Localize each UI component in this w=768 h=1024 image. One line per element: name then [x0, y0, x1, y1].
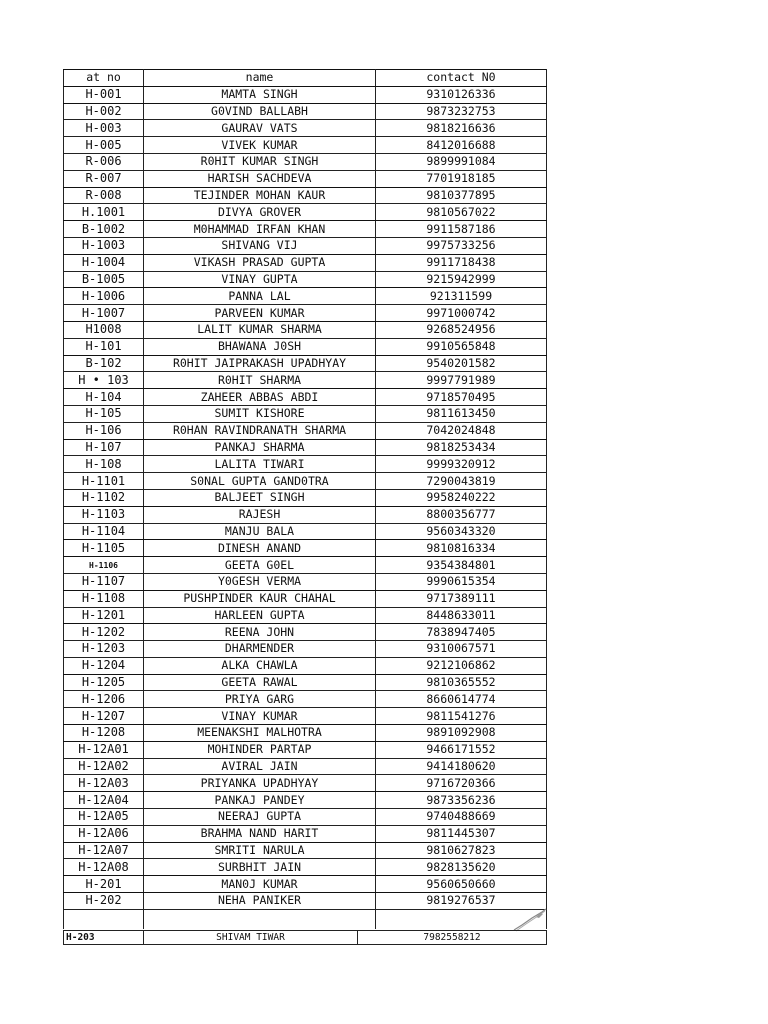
table-row — [64, 506, 547, 523]
cell-name: GAURAV VATS — [144, 120, 376, 137]
cell-unit: H-003 — [64, 120, 144, 137]
cell-unit: H-1204 — [64, 657, 144, 674]
cell-unit: H-1106 — [64, 557, 144, 574]
cell-contact: 9310067571 — [376, 641, 547, 658]
cell-name: G0VIND BALLABH — [144, 103, 376, 120]
cell-unit: H-1104 — [64, 523, 144, 540]
cell-name: TEJINDER MOHAN KAUR — [144, 187, 376, 204]
cell-name: NEHA PANIKER — [144, 893, 376, 910]
cell-unit: H-12A06 — [64, 825, 144, 842]
table-row — [64, 237, 547, 254]
cell-unit: H-1202 — [64, 624, 144, 641]
table-row — [64, 372, 547, 389]
cell-contact: 9997791989 — [376, 372, 547, 389]
cell-unit: H-12A01 — [64, 741, 144, 758]
cell-name: VIKASH PRASAD GUPTA — [144, 254, 376, 271]
pen-scribble-mark — [512, 906, 548, 932]
table-row — [64, 893, 547, 910]
cell-contact: 8660614774 — [376, 691, 547, 708]
table-row — [64, 809, 547, 826]
table-row — [64, 321, 547, 338]
cell-contact: 9414180620 — [376, 758, 547, 775]
cell-contact: 9540201582 — [376, 355, 547, 372]
header-unit: at no — [64, 70, 144, 87]
table-row — [64, 271, 547, 288]
cell-contact: 9810377895 — [376, 187, 547, 204]
cell-contact: 9819276537 — [376, 893, 547, 910]
cell-name: M0HAMMAD IRFAN KHAN — [144, 221, 376, 238]
cell-unit: H-1004 — [64, 254, 144, 271]
table-row — [64, 758, 547, 775]
header-contact: contact N0 — [376, 70, 547, 87]
table-row — [64, 876, 547, 893]
cell-unit: R-008 — [64, 187, 144, 204]
table-row — [64, 405, 547, 422]
cell-name: R0HIT JAIPRAKASH UPADHYAY — [144, 355, 376, 372]
cell-unit: H-1105 — [64, 540, 144, 557]
table-row — [64, 439, 547, 456]
cell-name: SMRITI NARULA — [144, 842, 376, 859]
cell-name: VIVEK KUMAR — [144, 137, 376, 154]
table-row — [64, 859, 547, 876]
cell-contact: 9811613450 — [376, 405, 547, 422]
table-row — [64, 288, 547, 305]
cell-unit: R-007 — [64, 170, 144, 187]
table-row — [64, 187, 547, 204]
cell-name: PANKAJ PANDEY — [144, 792, 376, 809]
cell-contact: 9975733256 — [376, 237, 547, 254]
cell-unit: H-1102 — [64, 489, 144, 506]
cell-unit: H-1203 — [64, 641, 144, 658]
cell-contact: 9215942999 — [376, 271, 547, 288]
table-row — [64, 153, 547, 170]
cell-contact: 9910565848 — [376, 338, 547, 355]
cell-name: S0NAL GUPTA GAND0TRA — [144, 473, 376, 490]
cell-name: R0HIT KUMAR SINGH — [144, 153, 376, 170]
cell-contact: 9810816334 — [376, 540, 547, 557]
cell-unit: R-006 — [64, 153, 144, 170]
cell-unit: H-1208 — [64, 725, 144, 742]
cell-unit: H-12A08 — [64, 859, 144, 876]
cell-contact: 7701918185 — [376, 170, 547, 187]
cell-name: DHARMENDER — [144, 641, 376, 658]
cell-name: DINESH ANAND — [144, 540, 376, 557]
table-row — [64, 254, 547, 271]
cell-unit: H-108 — [64, 456, 144, 473]
cell-unit: B-102 — [64, 355, 144, 372]
table-body — [64, 86, 547, 929]
cell-name: PANNA LAL — [144, 288, 376, 305]
cell-contact: 9810365552 — [376, 674, 547, 691]
table-row — [64, 708, 547, 725]
cell-unit: H-002 — [64, 103, 144, 120]
cell-contact: 9818216636 — [376, 120, 547, 137]
cell-unit: H-104 — [64, 389, 144, 406]
table-row — [64, 641, 547, 658]
cell-unit: H1008 — [64, 321, 144, 338]
cell-contact: 9560650660 — [376, 876, 547, 893]
table-row — [64, 842, 547, 859]
table-row — [64, 456, 547, 473]
cell-unit: H-101 — [64, 338, 144, 355]
cell-name: LALIT KUMAR SHARMA — [144, 321, 376, 338]
cell-name: HARLEEN GUPTA — [144, 607, 376, 624]
cell-name: MOHINDER PARTAP — [144, 741, 376, 758]
cell-name: PRIYANKA UPADHYAY — [144, 775, 376, 792]
table-row — [64, 825, 547, 842]
cell-name: R0HAN RAVINDRANATH SHARMA — [144, 422, 376, 439]
cell-contact: 9971000742 — [376, 305, 547, 322]
cell-name: MAN0J KUMAR — [144, 876, 376, 893]
table-row — [64, 691, 547, 708]
cell-name: NEERAJ GUPTA — [144, 809, 376, 826]
cell-contact: 9810567022 — [376, 204, 547, 221]
cell-contact: 9990615354 — [376, 573, 547, 590]
extra-row-table — [63, 930, 547, 945]
table-row — [64, 338, 547, 355]
cell-unit: H-203 — [64, 931, 144, 945]
cell-unit: H-1101 — [64, 473, 144, 490]
cell-contact: 9268524956 — [376, 321, 547, 338]
cell-name: LALITA TIWARI — [144, 456, 376, 473]
cell-contact: 9716720366 — [376, 775, 547, 792]
cell-unit: H-12A07 — [64, 842, 144, 859]
cell-contact: 9811541276 — [376, 708, 547, 725]
cell-unit: H-12A05 — [64, 809, 144, 826]
table-row — [64, 221, 547, 238]
cell-contact: 9466171552 — [376, 741, 547, 758]
cell-name: GEETA RAWAL — [144, 674, 376, 691]
cell-name: BHAWANA J0SH — [144, 338, 376, 355]
cell-name: PARVEEN KUMAR — [144, 305, 376, 322]
cell-unit: H • 103 — [64, 372, 144, 389]
table-row — [64, 137, 547, 154]
cell-name: RAJESH — [144, 506, 376, 523]
cell-unit: H-105 — [64, 405, 144, 422]
table-row — [64, 355, 547, 372]
cell-contact: 7290043819 — [376, 473, 547, 490]
cell-unit: B-1005 — [64, 271, 144, 288]
cell-name: MEENAKSHI MALHOTRA — [144, 725, 376, 742]
cell-unit: H-12A04 — [64, 792, 144, 809]
cell-unit: H-1107 — [64, 573, 144, 590]
cell-contact: 9354384801 — [376, 557, 547, 574]
cell-name: MAMTA SINGH — [144, 86, 376, 103]
table-row — [64, 557, 547, 574]
cell-contact: 9999320912 — [376, 456, 547, 473]
table-row — [64, 489, 547, 506]
cell-unit: H-1007 — [64, 305, 144, 322]
cell-name: REENA JOHN — [144, 624, 376, 641]
cell-contact: 8800356777 — [376, 506, 547, 523]
cell-contact: 9560343320 — [376, 523, 547, 540]
cell-contact: 9873356236 — [376, 792, 547, 809]
cell-contact: 9828135620 — [376, 859, 547, 876]
contact-table — [63, 69, 547, 929]
table-row — [64, 422, 547, 439]
table-row — [64, 473, 547, 490]
cell-unit: H-1206 — [64, 691, 144, 708]
cell-name: AVIRAL JAIN — [144, 758, 376, 775]
cell-contact: 9718570495 — [376, 389, 547, 406]
cell-unit: H-12A03 — [64, 775, 144, 792]
table-row — [64, 741, 547, 758]
cell-name: SHIVAM TIWAR — [144, 931, 358, 945]
cell-name: PUSHPINDER KAUR CHAHAL — [144, 590, 376, 607]
cell-name: ALKA CHAWLA — [144, 657, 376, 674]
cell-contact: 9740488669 — [376, 809, 547, 826]
cell-name: GEETA G0EL — [144, 557, 376, 574]
table-row — [64, 624, 547, 641]
cell-contact: 8412016688 — [376, 137, 547, 154]
cell-name: BALJEET SINGH — [144, 489, 376, 506]
cell-unit: H-1003 — [64, 237, 144, 254]
cell-contact: 9911718438 — [376, 254, 547, 271]
cell-contact: 7838947405 — [376, 624, 547, 641]
cell-contact: 9810627823 — [376, 842, 547, 859]
cell-contact: 9899991084 — [376, 153, 547, 170]
cell-name: VINAY GUPTA — [144, 271, 376, 288]
cell-contact: 9717389111 — [376, 590, 547, 607]
table-row — [64, 523, 547, 540]
cell-name: MANJU BALA — [144, 523, 376, 540]
cell-name: SHIVANG VIJ — [144, 237, 376, 254]
blank-cell — [64, 909, 144, 929]
cell-unit: H-1205 — [64, 674, 144, 691]
cell-contact: 9911587186 — [376, 221, 547, 238]
cell-contact: 9811445307 — [376, 825, 547, 842]
blank-row — [64, 909, 547, 929]
cell-name: ZAHEER ABBAS ABDI — [144, 389, 376, 406]
cell-contact: 921311599 — [376, 288, 547, 305]
cell-name: PRIYA GARG — [144, 691, 376, 708]
table-row — [64, 389, 547, 406]
table-row — [64, 725, 547, 742]
cell-unit: H-005 — [64, 137, 144, 154]
cell-name: HARISH SACHDEVA — [144, 170, 376, 187]
table-row — [64, 573, 547, 590]
table-row — [64, 120, 547, 137]
table-row — [64, 607, 547, 624]
cell-contact: 9310126336 — [376, 86, 547, 103]
cell-contact: 8448633011 — [376, 607, 547, 624]
cell-name: BRAHMA NAND HARIT — [144, 825, 376, 842]
cell-name: R0HIT SHARMA — [144, 372, 376, 389]
header-name: name — [144, 70, 376, 87]
cell-unit: H-1201 — [64, 607, 144, 624]
table-row — [64, 657, 547, 674]
cell-contact: 7982558212 — [358, 931, 547, 945]
cell-contact: 9818253434 — [376, 439, 547, 456]
cell-unit: H-107 — [64, 439, 144, 456]
table-row — [64, 590, 547, 607]
table-row — [64, 674, 547, 691]
cell-unit: H-106 — [64, 422, 144, 439]
cell-name: DIVYA GROVER — [144, 204, 376, 221]
cell-unit: H-201 — [64, 876, 144, 893]
cell-contact: 9958240222 — [376, 489, 547, 506]
table-row — [64, 170, 547, 187]
cell-unit: H-001 — [64, 86, 144, 103]
cell-contact: 9891092908 — [376, 725, 547, 742]
cell-contact: 9212106862 — [376, 657, 547, 674]
cell-name: Y0GESH VERMA — [144, 573, 376, 590]
table-row — [64, 204, 547, 221]
cell-unit: H-202 — [64, 893, 144, 910]
cell-name: SURBHIT JAIN — [144, 859, 376, 876]
cell-contact: 7042024848 — [376, 422, 547, 439]
cell-unit: H-1108 — [64, 590, 144, 607]
cell-name: SUMIT KISHORE — [144, 405, 376, 422]
table-row — [64, 540, 547, 557]
table-row — [64, 792, 547, 809]
table-row — [64, 775, 547, 792]
blank-cell — [144, 909, 376, 929]
table-row — [64, 931, 547, 945]
cell-unit: H-1207 — [64, 708, 144, 725]
table-row — [64, 103, 547, 120]
cell-unit: H-12A02 — [64, 758, 144, 775]
cell-unit: H-1006 — [64, 288, 144, 305]
cell-name: PANKAJ SHARMA — [144, 439, 376, 456]
cell-name: VINAY KUMAR — [144, 708, 376, 725]
header-row — [64, 70, 547, 87]
table-row — [64, 305, 547, 322]
cell-contact: 9873232753 — [376, 103, 547, 120]
table-row — [64, 86, 547, 103]
cell-unit: H.1001 — [64, 204, 144, 221]
cell-unit: B-1002 — [64, 221, 144, 238]
cell-unit: H-1103 — [64, 506, 144, 523]
